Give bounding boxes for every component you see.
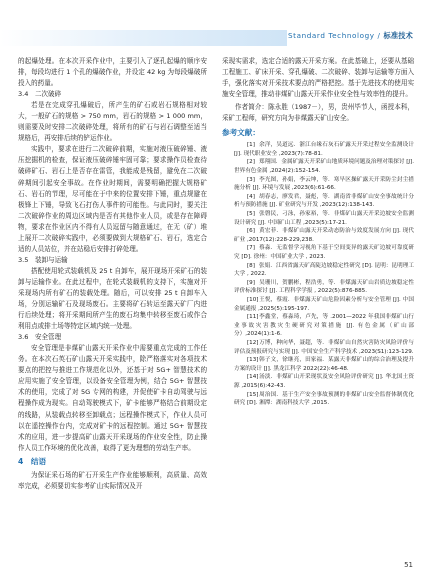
reference-item [222,262,414,279]
reference-text: 周治国．基于生产安全事故预测的非煤矿山安全监督体制优化研究 [D]. 湘潭：湖南科技大学 ,2015. [234,391,414,407]
right-column [222,56,414,408]
reference-item [222,176,414,193]
reference-text: 王悦，蔡霞．非煤露天矿山危险因素分析与安全管理 [J]. 中国金属通报 ,2025(5):195-197. [234,296,414,312]
reference-text: 李光图，孙娟，李云坤，等．寒旱区操矿露天开采防尘封尘措施分析 [J]. 环境与发展 ,2023(6):61-66. [234,176,414,192]
reference-item [222,141,414,158]
section-heading-4: 4 结语 [18,456,47,466]
reference-number: [6] [247,228,255,235]
reference-text: 黄宏菲．非煤矿山露天开采动态防治与效度发展方向 [J]. 现代矿业 ,2017(12):228-229,238. [234,228,414,243]
reference-number: [8] [247,262,255,269]
paragraph: 为保证采石场的矿石开采生产作业能够顺利，高质量、高效率完成，必须要切实参考矿山实际情况及开 [18,470,207,490]
page-number: 51 [404,561,413,569]
left-column [18,56,207,492]
reference-text: 万博，种向华，聂超，等．非煤矿山自然灾害防灾风险评价与评估及预报研究与实现 [J]. 中国安全生产科学技术 ,2023(S1):123-129. [234,339,414,355]
reference-list [222,141,414,407]
journal-section-label [288,31,413,41]
paragraph: 的起爆处理。在本次开采作业中，主要引入了逐孔起爆的顺序安排，每段均进行 1 个孔的爆破作业，并设定 42 kg 为每段爆破所投入的药量。 [18,57,207,88]
paragraph: 实践中，要求在进行二次破碎前期，实施对液压破碎锤、液压挖掘机的检查，保证液压破碎锤牢固可靠；要求操作员检查待破碎矿石、岩石上是否存在雷管，我能成是残留，避免在二次破碎期间引起安全事故。在作业时期间，需要明确把握大规格矿石、岩石的节理，尽可能在于中来的位置安排下锤，重点规避在极锋上下锤，导致飞石打伤人事件的可能性。与此同时，要关注二次破碎作业的周边区域内是否有其他作业人员，或是存在障碍物，要求在作业区内不得有人员逗留与随意通过，在无（矿）堆上展开二次破碎实践中，必须要做到大规格矿石、岩石，选定合适的人员站位，并在站稳后安排打碎处理。 [18,145,207,253]
reference-number: [15] [247,391,259,398]
reference-item [222,244,414,261]
reference-number: [2] [247,159,255,166]
reference-text: 李鑫堂，蔡淼琦，卢先，等 .2001—2022 年我国非煤矿山行业事故灾害教灾生硬研究对策措施 [J]. 有色金属（矿山部分）,2024(1):1-6. [234,314,414,338]
reference-text: 张磐民，刁泳，孙家裕，等．非煤矿山露天开采边坡安全监测设计研究 [J]. 中国矿山工程 ,2023(5):17-21. [234,211,414,226]
reference-item [222,373,414,390]
reference-item [222,193,414,210]
reference-number: [10] [247,296,259,303]
reference-text: 张娟．江西省露天矿高陡边坡稳定性研究 [D]. 昆明：昆明理工大学 , 2022. [234,262,414,278]
reference-text: 胡春志，廖发君，聂彪，等．湖南省非煤矿山安全事故统计分析与预防措施 [J]. 矿业研究与开发 ,2023(12):138-143. [234,193,414,209]
section-label-cn: 标准技术 [383,31,413,40]
reference-item [222,356,414,373]
page-header [0,0,427,54]
reference-number: [11] [247,314,259,321]
author-bio: 作者简介：陈永胜（1987－），男，贵州毕节人，函授本科，采矿工程师，研究方向为非煤露天矿山安全。 [222,103,414,123]
header-band [0,30,287,46]
reference-number: [13] [247,357,259,364]
references-heading: 参考文献： [222,128,260,138]
reference-number: [5] [247,211,255,218]
section-heading-3-6: 3.6 安全管理 [18,333,62,342]
paragraph: 若是在完成穿孔爆破后，所产生的矿石或岩石规格相对较大，一般矿石的规格 > 750 mm，岩石的规格 > 1 000 mm，则需要及时安排二次破碎处理，将所有的矿石与岩石调整至适当规格后，再安排后续的铲运作业。 [18,101,207,143]
reference-number: [14] [247,374,259,381]
reference-text: 蔡淼．无监督学习视角下基于空间变异的露天矿边坡可靠度研究 [D]. 徐州：中国矿业大学 , 2023. [234,245,414,260]
reference-number: [3] [247,176,255,183]
reference-text: 吴珊川，贺鹏彬，程浩勇，等．非煤露天矿山岩质边坡稳定性评价标准探讨 [J]. 工程科学学报 , 2022(5):876-885. [234,279,414,295]
section-label-en: Standard Technology [287,31,375,40]
reference-number: [9] [247,279,255,286]
section-heading-3-4: 3.4 二次破碎 [18,90,62,99]
reference-text: 汤淡．非煤矿山开采现状及安全风险评价研究 [J]. 华北国土资源 ,2015(6):42-43. [234,374,414,389]
reference-text: 余洋，吴道远．浙江台缘石灰石矿露天开采过程安全监测设计 [J]. 现代职业安全 ,2023(7):78-81. [234,142,414,157]
reference-item [222,339,414,356]
reference-item [222,210,414,227]
section-label-separator: / [374,31,384,40]
section-heading-3-5: 3.5 装卸与运输 [18,255,68,264]
reference-text: 韩子文，徐继亮，田家福．某露天非煤矿山的综合治理及提升方案的设计 [J]. 黑龙江科学 2022(22):46-48. [234,357,414,372]
reference-item [222,296,414,313]
reference-item [222,279,414,296]
reference-number: [7] [247,245,255,252]
reference-number: [1] [247,142,255,149]
reference-number: [12] [247,339,259,346]
reference-item [222,227,414,244]
reference-text: 郑翔国．金属矿露天开采矿山地质环境问题及治理对策探讨 [J]. 世界有色金属 ,2024(2):152-154. [234,159,415,175]
reference-number: [4] [247,193,255,200]
paragraph: 安全管理是非煤矿山露天开采作业中需要重点完成的工作任务。在本次石英石矿山露天开采实践中，除严格落实对各项技术要点的把控与推进工作规范化以外，还基于对 5G+ 智慧技术的应用实施了安全管理，以设备安全管理为例，结合 5G+ 智慧技术的使用，完成了对 5G 专网的构建，并促使矿卡自动驾驶与远程操作成为现实。自动驾驶模式下，矿卡能够严格结合前期设定的线路，从装载点转移至卸载点；远程操作模式下，作业人员可以在遥控操作台内，完成对矿卡的远程控制。通过 5G+ 智慧技术的应用，进一步提高矿山露天开采现场的作业安全性，防止操作人员工作环境的优化改善，取得了更为理想的劳动生产率。 [18,344,207,452]
reference-item [222,313,414,339]
paragraph: 采现实需求，选定合适的露天开采方案。在此基础上，还要从基础工程施工、矿床开采、穿孔爆破、二次破碎、装卸与运输等方面入手，强化落实对开采技术要点的严格把控。基于先进技术的使用实施安全管理，推动非煤矿山露天开采作业安全性与效率性的提升。 [222,57,414,99]
reference-item [222,158,414,175]
paragraph: 搭配使用轮式装载机及 25 t 自卸车，展开现场开采矿石的装卸与运输作业。在此过程中，在轮式装载机的支持下，实施对开采现场内所有矿石的装载处理。随后，可以安排 25 t 自卸车入场，分别运输矿石及现场废石。主要将矿石转运至露天矿厂内进行后续处理；将开采期间所产生的废石均集中转移至废石或作合利用点或排土场等特定区域内统一处理。 [18,266,207,331]
reference-item [222,391,414,408]
